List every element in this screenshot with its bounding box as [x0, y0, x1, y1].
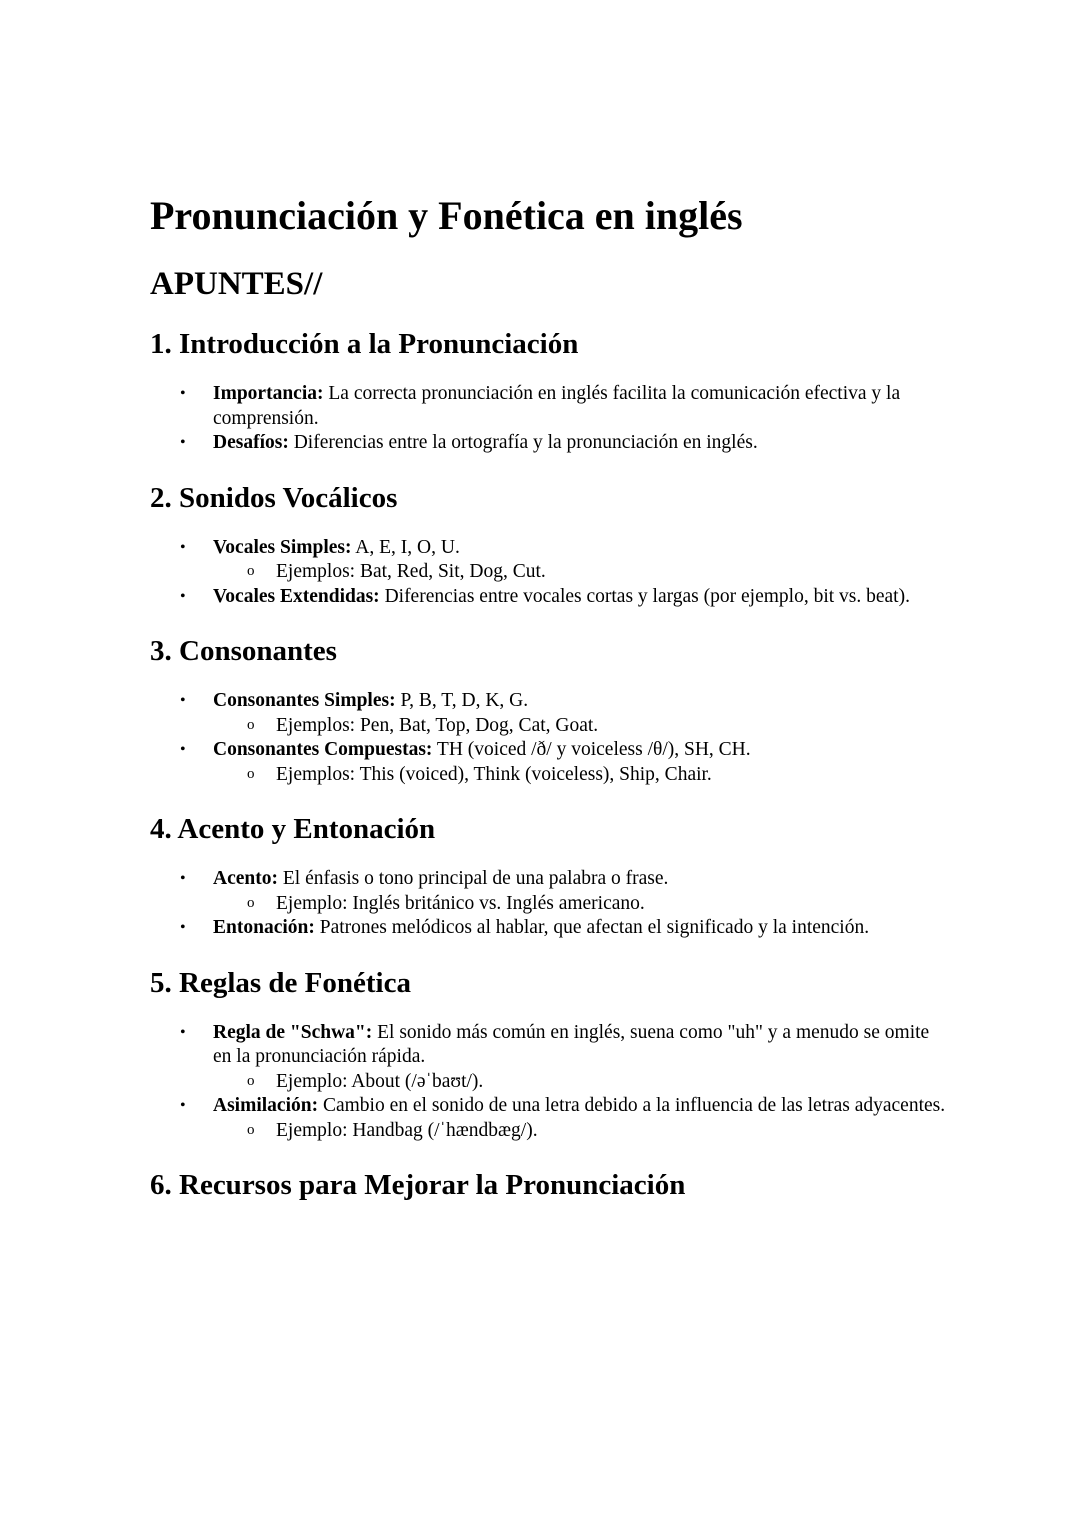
circle-bullet-icon: o: [247, 563, 255, 579]
item-label: Desafíos:: [213, 432, 289, 453]
bullet-icon: •: [180, 587, 186, 605]
sub-item-text: Ejemplo: Handbag (/ˈhændbæg/).: [276, 1119, 538, 1141]
sub-list-item: [213, 560, 950, 585]
item-text: Diferencias entre la ortografía y la pronunciación en inglés.: [288, 432, 758, 453]
bullet-icon: •: [180, 538, 186, 556]
bullet-icon: •: [180, 1097, 186, 1114]
bullet-icon: •: [180, 385, 186, 402]
item-text: TH (voiced /ð/ y voiceless /θ/), SH, CH.: [432, 739, 751, 760]
circle-bullet-icon: o: [247, 1072, 255, 1089]
sub-list-item: [213, 1070, 950, 1095]
bullet-icon: •: [180, 434, 186, 451]
circle-bullet-icon: o: [247, 765, 255, 782]
item-label: Acento:: [213, 868, 278, 889]
section-sonidos-vocalicos: [150, 478, 950, 610]
list-item: [150, 1021, 950, 1095]
item-text: La correcta pronunciación en inglés facilita la comunicación efectiva y la comprensión.: [213, 383, 901, 429]
section-heading: 4. Acento y Entonación: [150, 813, 436, 845]
section-heading: 3. Consonantes: [150, 635, 337, 667]
item-text: A, E, I, O, U.: [351, 536, 460, 558]
circle-bullet-icon: o: [247, 1121, 255, 1138]
sub-list: [213, 1070, 950, 1095]
item-text: Diferencias entre vocales cortas y largas (por ejemplo, bit vs. beat).: [379, 585, 910, 607]
section-introduccion: [150, 324, 950, 456]
list-item: [150, 689, 950, 738]
bullet-list: [150, 867, 950, 941]
list-item: [150, 536, 950, 585]
item-text: El sonido más común en inglés, suena como "uh" y a menudo se omite en la pronunciación rápida.: [213, 1021, 930, 1067]
sub-item-text: Ejemplos: This (voiced), Think (voiceless), Ship, Chair.: [276, 763, 712, 785]
section-heading: 2. Sonidos Vocálicos: [150, 481, 398, 514]
sub-item-text: Ejemplo: Inglés británico vs. Inglés americano.: [276, 892, 645, 914]
list-item: [150, 1094, 950, 1143]
sub-list-item: [213, 714, 950, 739]
list-item: [150, 738, 950, 787]
sub-item-text: Ejemplos: Bat, Red, Sit, Dog, Cut.: [276, 561, 546, 582]
section-heading: 6. Recursos para Mejorar la Pronunciación: [150, 1169, 686, 1201]
sub-list-item: [213, 892, 950, 917]
sub-list-item: [213, 763, 950, 788]
bullet-icon: •: [180, 870, 186, 887]
sub-list: [213, 560, 950, 585]
sub-item-text: Ejemplos: Pen, Bat, Top, Dog, Cat, Goat.: [276, 714, 599, 736]
list-item: [150, 867, 950, 916]
circle-bullet-icon: o: [247, 894, 255, 911]
sub-list: [213, 892, 950, 917]
item-label: Asimilación:: [213, 1095, 319, 1116]
document-subtitle: APUNTES//: [150, 266, 323, 302]
list-item: [150, 585, 950, 610]
section-acento-entonacion: [150, 809, 950, 941]
item-label: Importancia:: [213, 383, 324, 404]
list-item: [150, 431, 950, 456]
bullet-icon: •: [180, 919, 186, 936]
sub-list: [213, 714, 950, 739]
document-title: Pronunciación y Fonética en inglés: [150, 193, 743, 238]
bullet-list: [150, 1021, 950, 1144]
sub-item-text: Ejemplo: About (/əˈbaʊt/).: [276, 1070, 484, 1092]
sub-list: [213, 1119, 950, 1144]
section-heading: 5. Reglas de Fonética: [150, 966, 411, 999]
section-consonantes: [150, 631, 950, 787]
bullet-icon: •: [180, 1023, 186, 1041]
section-reglas-fonetica: [150, 963, 950, 1144]
item-text: Cambio en el sonido de una letra debido a la influencia de las letras adyacentes.: [318, 1095, 946, 1116]
section-recursos: [150, 1165, 950, 1205]
bullet-icon: •: [180, 741, 186, 758]
bullet-list: [150, 382, 950, 456]
sub-list-item: [213, 1119, 950, 1144]
bullet-icon: •: [180, 692, 186, 709]
sub-list: [213, 763, 950, 788]
item-label: Vocales Simples:: [213, 536, 352, 558]
document-page: [150, 190, 950, 1205]
list-item: [150, 382, 950, 431]
item-label: Consonantes Simples:: [213, 690, 396, 711]
circle-bullet-icon: o: [247, 716, 255, 733]
bullet-list: [150, 689, 950, 787]
section-heading: 1. Introducción a la Pronunciación: [150, 328, 579, 360]
item-label: Consonantes Compuestas:: [213, 739, 433, 760]
bullet-list: [150, 536, 950, 610]
item-label: Vocales Extendidas:: [213, 585, 380, 607]
item-label: Regla de "Schwa":: [213, 1021, 373, 1043]
list-item: [150, 916, 950, 941]
item-text: P, B, T, D, K, G.: [395, 690, 529, 711]
item-text: Patrones melódicos al hablar, que afectan el significado y la intención.: [314, 917, 870, 938]
item-text: El énfasis o tono principal de una palabra o frase.: [277, 868, 669, 889]
item-label: Entonación:: [213, 917, 315, 938]
